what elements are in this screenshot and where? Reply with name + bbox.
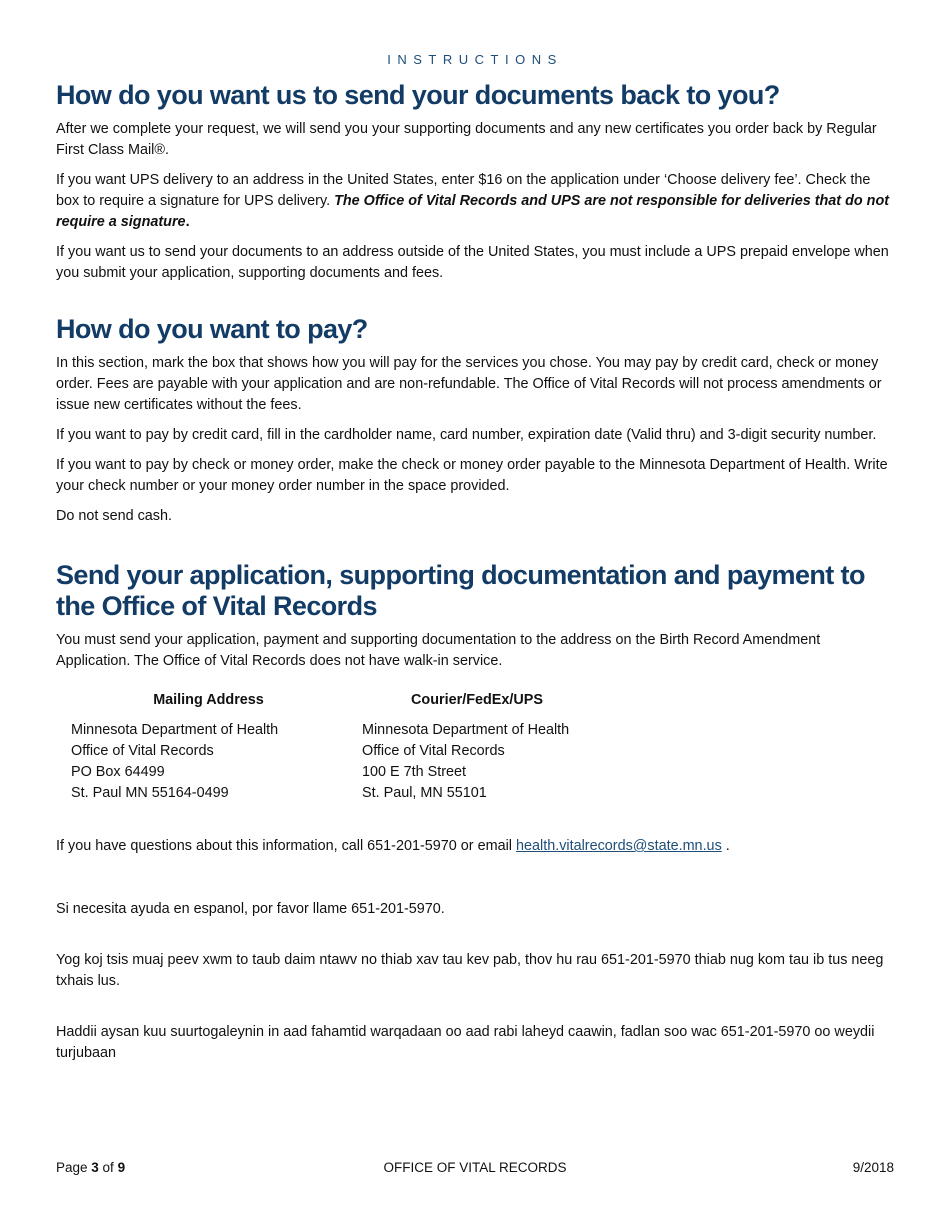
address-table bbox=[71, 690, 892, 804]
payment-paragraph-4: Do not send cash. bbox=[56, 508, 172, 524]
delivery-disclaimer: The Office of Vital Records and UPS are not responsible for deliveries that do not require a signature bbox=[56, 193, 890, 230]
payment-paragraph-3: If you want to pay by check or money order, make the check or money order payable to the Minnesota Department of Health. Write your check number or your money order number in the space provided. bbox=[56, 457, 888, 494]
page-footer bbox=[56, 1160, 894, 1180]
courier-address-line: Office of Vital Records bbox=[362, 743, 505, 759]
running-header: INSTRUCTIONS bbox=[387, 52, 563, 67]
payment-heading: How do you want to pay? bbox=[56, 314, 368, 344]
courier-address-line: 100 E 7th Street bbox=[362, 764, 467, 780]
mailing-address-line: Office of Vital Records bbox=[71, 743, 214, 759]
document-body bbox=[56, 80, 892, 1073]
email-link[interactable]: health.vitalrecords@state.mn.us bbox=[515, 838, 722, 854]
courier-address-heading: Courier/FedEx/UPS bbox=[411, 692, 543, 708]
courier-address bbox=[362, 690, 622, 804]
mailing-address-heading: Mailing Address bbox=[153, 692, 264, 708]
delivery-disclaimer-period: . bbox=[185, 214, 190, 230]
delivery-paragraph-2 bbox=[56, 170, 892, 233]
footer-date: 9/2018 bbox=[852, 1160, 894, 1175]
courier-address-line: Minnesota Department of Health bbox=[362, 722, 570, 738]
hmong-help: Yog koj tsis muaj peev xwm to taub daim ntawv no thiab xav tau kev pab, thov hu rau 651-201-5970 thiab nug kom tau ib tus neeg txhais lus. bbox=[56, 952, 884, 989]
page-total: 9 bbox=[117, 1160, 126, 1175]
contact-text: If you have questions about this information, call 651-201-5970 or email bbox=[56, 838, 516, 854]
page-current: 3 bbox=[91, 1160, 99, 1175]
page-label: Page bbox=[56, 1160, 92, 1175]
mailing-address-line: PO Box 64499 bbox=[71, 764, 165, 780]
spanish-help: Si necesita ayuda en espanol, por favor llame 651-201-5970. bbox=[56, 901, 445, 917]
contact-end: . bbox=[721, 838, 730, 854]
mailing-address bbox=[71, 690, 362, 804]
send-heading: Send your application, supporting documentation and payment to the Office of Vital Records bbox=[56, 560, 865, 621]
mailing-address-line: Minnesota Department of Health bbox=[71, 722, 279, 738]
courier-address-line: St. Paul, MN 55101 bbox=[362, 785, 487, 801]
page-of: of bbox=[98, 1160, 118, 1175]
mailing-address-line: St. Paul MN 55164-0499 bbox=[71, 785, 229, 801]
footer-office-name: OFFICE OF VITAL RECORDS bbox=[383, 1160, 567, 1175]
send-paragraph-1: You must send your application, payment and supporting documentation to the address on the Birth Record Amendment Application. The Office of Vital Records does not have walk-in service. bbox=[56, 632, 821, 669]
payment-paragraph-1: In this section, mark the box that shows how you will pay for the services you chose. You may pay by credit card, check or money order. Fees are payable with your application and are non-refundable. The Office of Vital Records will not process amendments or issue new certificates without the fees. bbox=[56, 355, 882, 413]
delivery-ups-text: If you want UPS delivery to an address in the United States, enter $16 on the application under ‘Choose delivery fee’. Check the box to require a signature for UPS delivery. bbox=[56, 172, 871, 209]
delivery-paragraph-1: After we complete your request, we will send you your supporting documents and any new certificates you order back by Regular First Class Mail®. bbox=[56, 121, 877, 158]
delivery-heading: How do you want us to send your documents back to you? bbox=[56, 80, 780, 110]
somali-help: Haddii aysan kuu suurtogaleynin in aad fahamtid warqadaan oo aad rabi laheyd caawin, fadlan soo wac 651-201-5970 oo weydii turjubaan bbox=[56, 1024, 875, 1061]
contact-paragraph bbox=[56, 836, 892, 857]
payment-paragraph-2: If you want to pay by credit card, fill in the cardholder name, card number, expiration date (Valid thru) and 3-digit security number. bbox=[56, 427, 877, 443]
delivery-paragraph-3: If you want us to send your documents to an address outside of the United States, you must include a UPS prepaid envelope when you submit your application, supporting documents and fees. bbox=[56, 244, 889, 281]
